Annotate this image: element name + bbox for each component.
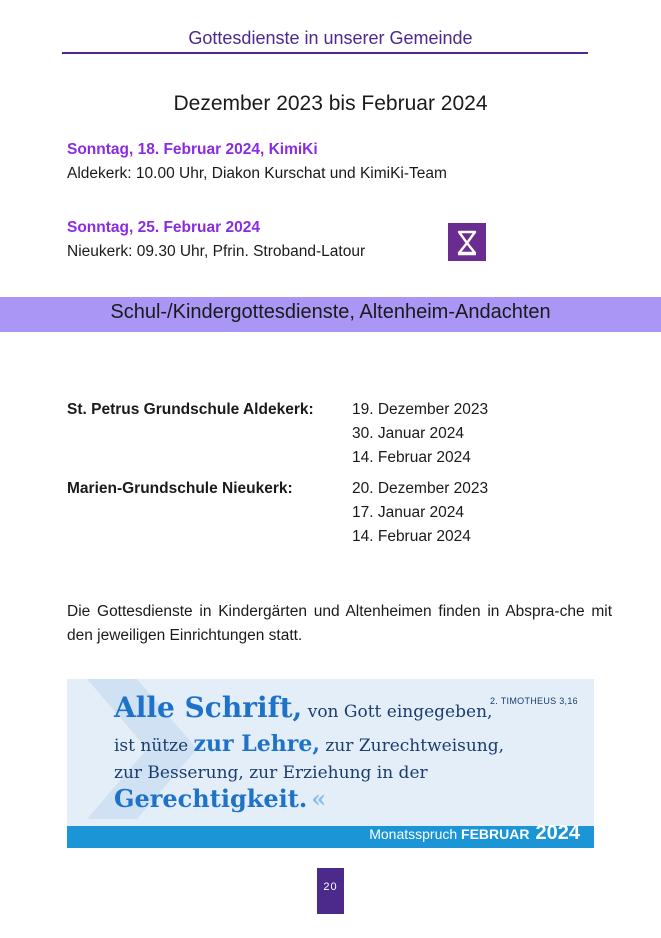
verse-text: ist nütze bbox=[114, 736, 194, 756]
chalice-icon bbox=[448, 223, 486, 261]
page-number: 20 bbox=[323, 881, 338, 893]
service-date: Sonntag, 18. Februar 2024, KimiKi bbox=[67, 141, 318, 158]
verse-line bbox=[114, 763, 428, 783]
verse-highlight: zur Lehre, bbox=[193, 731, 320, 757]
header-rule bbox=[62, 52, 588, 54]
school-name: Marien-Grundschule Nieukerk: bbox=[67, 480, 293, 497]
monthly-verse-card bbox=[67, 679, 594, 848]
page-header-title: Gottesdienste in unserer Gemeinde bbox=[188, 28, 473, 48]
school-name: St. Petrus Grundschule Aldekerk: bbox=[67, 401, 314, 418]
school-date: 14. Februar 2024 bbox=[352, 449, 471, 466]
school-date: 30. Januar 2024 bbox=[352, 425, 465, 442]
school-date: 14. Februar 2024 bbox=[352, 528, 471, 545]
school-date: 17. Januar 2024 bbox=[352, 504, 465, 521]
service-detail: Nieukerk: 09.30 Uhr, Pfrin. Stroband-Latour bbox=[67, 243, 366, 260]
verse-line bbox=[114, 784, 326, 813]
verse-text: zur Zurechtweisung, bbox=[320, 736, 505, 756]
period-heading: Dezember 2023 bis Februar 2024 bbox=[173, 92, 488, 115]
verse-line bbox=[114, 731, 504, 757]
verse-line bbox=[114, 691, 492, 724]
note-paragraph: Die Gottesdienste in Kindergärten und Altenheimen finden in Abspra-che mit den jeweiligen Einrichtungen statt. bbox=[67, 603, 612, 644]
verse-highlight: Gerechtigkeit. bbox=[114, 784, 308, 813]
school-date: 20. Dezember 2023 bbox=[352, 480, 489, 497]
service-date: Sonntag, 25. Februar 2024 bbox=[67, 219, 260, 236]
verse-text: zur Besserung, zur Erziehung in der bbox=[114, 763, 428, 783]
monatsspruch-month: FEBRUAR bbox=[461, 826, 530, 842]
school-date: 19. Dezember 2023 bbox=[352, 401, 489, 418]
monatsspruch-year: 2024 bbox=[535, 822, 580, 844]
monatsspruch-label bbox=[369, 822, 580, 845]
monatsspruch-prefix: Monatsspruch bbox=[369, 826, 462, 842]
verse-highlight: Alle Schrift, bbox=[114, 691, 303, 724]
verse-text: von Gott eingegeben, bbox=[302, 702, 493, 722]
verse-reference: 2. TIMOTHEUS 3,16 bbox=[490, 696, 578, 706]
section-band-title: Schul-/Kindergottesdienste, Altenheim-Andachten bbox=[110, 301, 551, 323]
service-detail: Aldekerk: 10.00 Uhr, Diakon Kurschat und KimiKi-Team bbox=[67, 165, 447, 182]
closing-chevron-icon: « bbox=[311, 784, 327, 813]
